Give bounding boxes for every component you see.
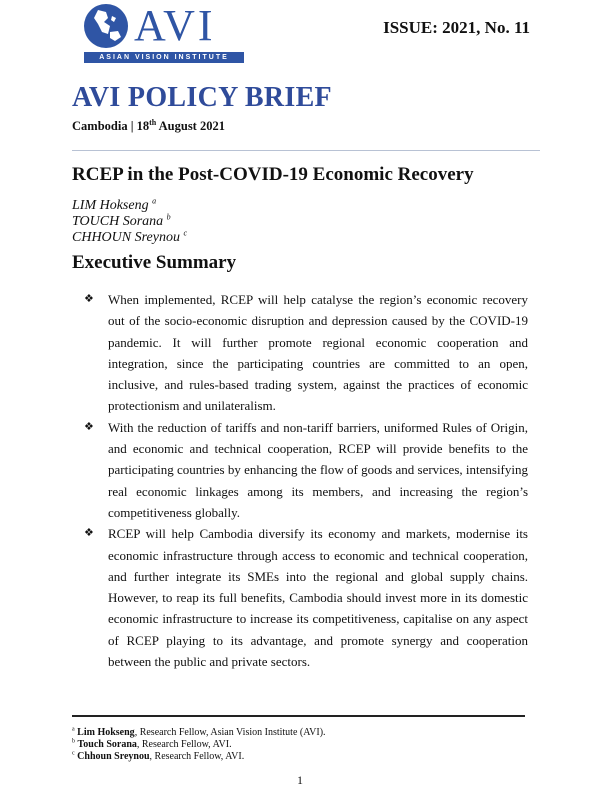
footnote-mark: a (72, 726, 75, 733)
footnote (72, 727, 326, 739)
author-name: TOUCH Sorana (72, 214, 164, 229)
list-item (84, 289, 528, 417)
avi-logo (84, 4, 244, 66)
summary-bullets (84, 289, 528, 672)
date-suffix: th (149, 117, 157, 127)
footnote-text: , Research Fellow, AVI. (149, 751, 245, 762)
globe-icon (84, 4, 128, 48)
date-location: Cambodia | (72, 119, 137, 133)
footnote-mark: b (72, 738, 75, 745)
list-item (84, 523, 528, 672)
footnote-name: Touch Sorana (77, 739, 137, 750)
footnote-mark: c (72, 750, 75, 757)
author-name: CHHOUN Sreynou (72, 230, 180, 245)
bullet-diamond-icon: ❖ (84, 293, 94, 305)
logo-subtitle: ASIAN VISION INSTITUTE (84, 52, 244, 63)
author-mark: a (152, 196, 157, 206)
date-day: 18 (136, 119, 150, 133)
page-number: 1 (297, 773, 303, 787)
author-mark: c (183, 228, 188, 238)
footnote-text: , Research Fellow, Asian Vision Institute (AVI). (134, 727, 326, 738)
footnotes (72, 727, 326, 763)
bullet-text: When implemented, RCEP will help catalyse the region’s economic recovery out of the socio-economic disruption and depression caused by the COVID-19 pandemic. It will further promote regional economic cooperation and integration, since the participating countries are committed to an open, inclusive, and rules-based trading system, against the practices of economic protectionism and unilateralism. (108, 292, 528, 414)
footnote-name: Lim Hokseng (77, 727, 135, 738)
date-month-year: August 2021 (156, 119, 225, 133)
footnote-divider (72, 715, 525, 717)
author-list (72, 198, 187, 246)
footnote (72, 751, 326, 763)
list-item (84, 417, 528, 523)
bullet-diamond-icon: ❖ (84, 527, 94, 540)
author (72, 230, 187, 246)
bullet-text: RCEP will help Cambodia diversify its economy and markets, modernise its economic infrastructure through access to economic and technical cooperation, and further integrate its SMEs into the regional and global supply chains. However, to reap its full benefits, Cambodia should invest more in its domestic economic infrastructure to increase its competitiveness, capitalise on any aspect of RCEP playing to its advantage, and promote synergy and cooperation between the public and private sectors. (108, 526, 528, 670)
footnote-text: , Research Fellow, AVI. (136, 739, 232, 750)
bullet-diamond-icon: ❖ (84, 420, 94, 433)
brief-date (72, 118, 225, 134)
header-divider (72, 150, 540, 151)
footnote-name: Chhoun Sreynou (77, 751, 150, 762)
author-mark: b (166, 212, 171, 222)
section-heading: Executive Summary (72, 252, 237, 273)
author (72, 214, 187, 230)
issue-number: ISSUE: 2021, No. 11 (383, 18, 530, 37)
logo-text: AVI (134, 4, 216, 48)
brief-title: AVI POLICY BRIEF (72, 82, 332, 113)
footnote (72, 739, 326, 751)
bullet-text: With the reduction of tariffs and non-tariff barriers, uniformed Rules of Origin, and economic and technical cooperation, RCEP will provide benefits to the participating countries by enhancing the flow of goods and services, intensifying real economic linkages among its members, and increasing the region’s competitiveness globally. (108, 419, 528, 520)
document-title: RCEP in the Post-COVID-19 Economic Recovery (72, 164, 474, 185)
author-name: LIM Hokseng (72, 198, 149, 213)
